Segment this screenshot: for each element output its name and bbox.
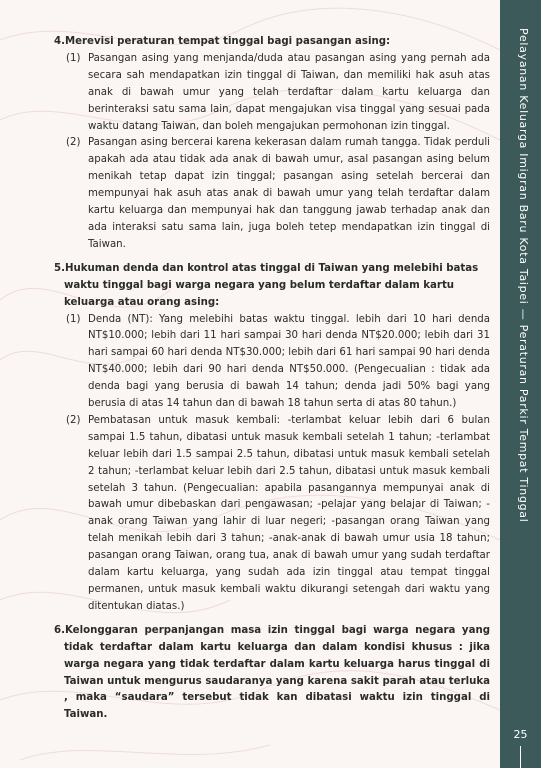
- sidebar-title: Pelayanan Keluarga Imigran Baru Kota Taipei — Peraturan Parkir Tempat Tinggal: [517, 28, 530, 523]
- list-item: [54, 135, 490, 253]
- section-5: [54, 261, 490, 616]
- section-4: [54, 34, 490, 254]
- item-text: Pasangan asing bercerai karena kekerasan dalam rumah tangga. Tidak perduli apakah ada atau tidak ada anak di bawah umur, asal pasangan asing belum menikah tetap dapat izin tinggal; pasangan asing setelah bercerai dan mempunyai hak asuh atas anak di bawah umur yang telah terdaftar dalam kartu keluarga dan mempunyai hak dan tanggung jawab terhadap anak dan ada interaksi satu sama lain, juga boleh tetep mendapatkan izin tinggal di Taiwan.: [88, 137, 490, 250]
- page-number: 25: [513, 728, 528, 741]
- item-number: (1): [66, 313, 81, 325]
- item-number: (2): [66, 414, 81, 426]
- section-heading: 6.Kelonggaran perpanjangan masa izin tinggal bagi warga negara yang tidak terdaftar dalam kartu keluarga dan dalam kondisi khusus : jika warga negara yang tidak terdaftar dalam kartu keluarga harus tinggal di Taiwan untuk mengurus saudaranya yang karena sakit parah atau terluka , maka “saudara” tersebut tidak kan dibatasi waktu izin tinggal di Taiwan.: [54, 624, 490, 721]
- section-6: [54, 623, 490, 724]
- item-text: Denda (NT): Yang melebihi batas waktu tinggal. lebih dari 10 hari denda NT$10.000; lebih dari 11 hari sampai 30 hari denda NT$20.000; lebih dari 31 hari sampai 60 hari denda NT$30.000; lebih dari 61 hari sampai 90 hari denda NT$40.000; lebih dari 90 hari denda NT$50.000. (Pengecualian : tidak ada denda bagi yang berusia di bawah 14 tahun; denda jadi 50% bagi yang berusia di atas 14 tahun dan di bawah 18 tahun serta di atas 80 tahun.): [88, 313, 490, 410]
- section-heading: 5.Hukuman denda dan kontrol atas tinggal di Taiwan yang melebihi batas waktu tinggal bagi warga negara yang belum terdaftar dalam kartu keluarga atau orang asing:: [54, 262, 479, 308]
- section-heading: 4.Merevisi peraturan tempat tinggal bagi pasangan asing:: [54, 36, 391, 47]
- list-item: [54, 51, 490, 136]
- item-text: Pasangan asing yang menjanda/duda atau pasangan asing yang pernah ada secara sah mendapatkan izin tinggal di Taiwan, dan memiliki hak asuh atas anak di bawah umur yang telah terdaftar dalam kartu keluarga dan berinteraksi satu sama lain, dapat mengajukan visa tinggal yang sesuai pada waktu datang Taiwan, dan boleh mengajukan permohonan izin tinggal.: [88, 52, 490, 132]
- document-body: [54, 34, 490, 731]
- list-item: [54, 413, 490, 616]
- item-number: (2): [66, 137, 81, 149]
- list-item: [54, 312, 490, 413]
- item-number: (1): [66, 52, 81, 64]
- item-text: Pembatasan untuk masuk kembali: -terlambat keluar lebih dari 6 bulan sampai 1.5 tahun, dibatasi untuk masuk kembali setelah 1 tahun; -terlambat keluar lebih dari 1.5 sampai 2.5 tahun, dibatasi untuk masuk kembali setelah 2 tahun; -terlambat keluar lebih dari 2.5 tahun, dibatasi untuk masuk kembali setelah 3 tahun. (Pengecualian: apabila pasangannya mempunyai anak di bawah umur dibebaskan dari pengawasan; -pelajar yang belajar di Taiwan; -anak orang Taiwan yang lahir di luar negeri; -pasangan orang Taiwan yang telah menikah lebih dari 3 tahun; -anak-anak di bawah umur usia 18 tahun; pasangan orang Taiwan, orang tua, anak di bawah umur yang sudah terdaftar dalam kartu keluarga, yang sudah ada izin tinggal atau tempat tinggal permanen, untuk masuk kembali waktu dikurangi setengah dari waktu yang ditentukan diatas.): [88, 414, 490, 612]
- page-number-rule: [520, 746, 521, 768]
